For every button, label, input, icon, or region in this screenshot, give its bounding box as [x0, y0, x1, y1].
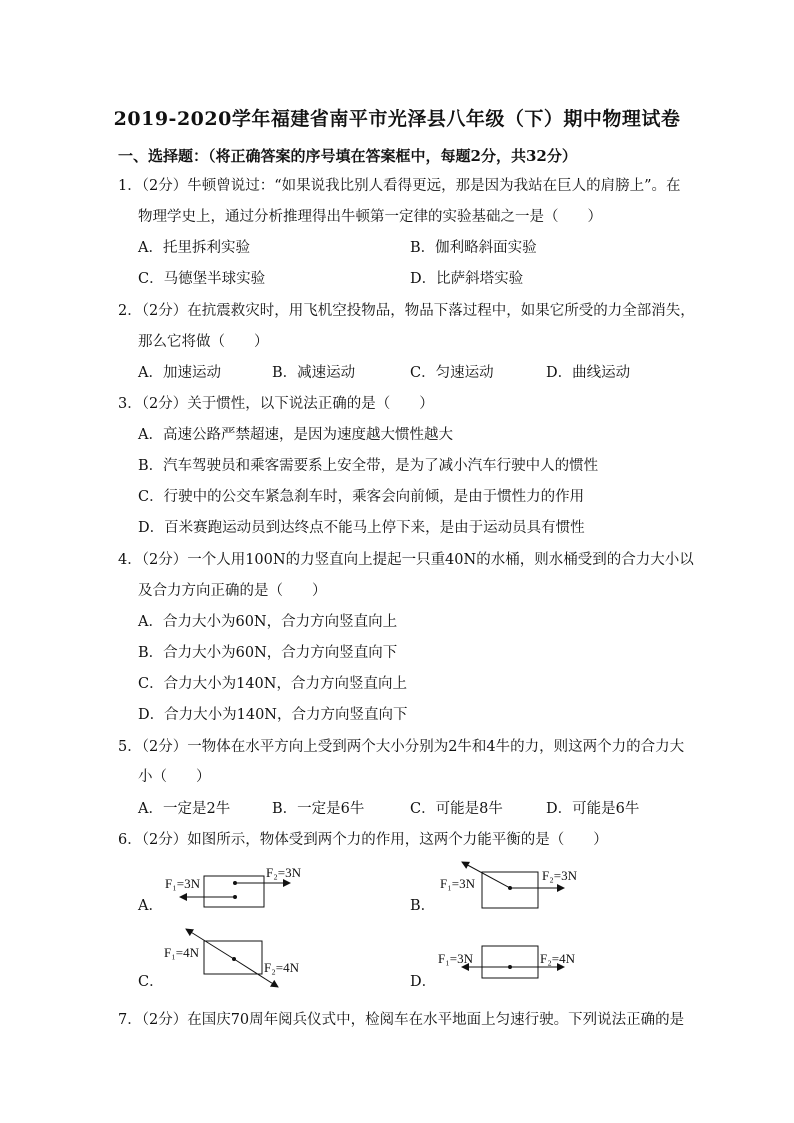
question-5-line-2: 小（ ） — [138, 769, 211, 785]
force-diagram-b — [436, 856, 596, 920]
question-4-line-2: 及合力方向正确的是（ ） — [138, 583, 327, 599]
question-1-line-1: 1．（2分）牛顿曾说过：“如果说我比别人看得更远，那是因为我站在巨人的肩膀上”。在 — [118, 178, 681, 194]
question-5-option-b: B．一定是6牛 — [272, 801, 365, 817]
question-1-option-a: A．托里拆利实验 — [138, 240, 250, 256]
force-point — [508, 965, 512, 969]
question-6-option-c-label: C． — [138, 974, 164, 990]
question-1-option-c: C．马德堡半球实验 — [138, 271, 266, 287]
force-point — [233, 895, 237, 899]
f2-label: F₂=4N — [264, 960, 299, 975]
force-diagram-d — [436, 938, 596, 992]
question-4-option-a: A．合力大小为60N，合力方向竖直向上 — [138, 614, 398, 630]
f1-label: F₁=3N — [438, 951, 473, 966]
f1-label: F₁=4N — [164, 945, 199, 960]
question-5-option-c: C．可能是8牛 — [410, 801, 503, 817]
question-3-option-d: D．百米赛跑运动员到达终点不能马上停下来，是由于运动员具有惯性 — [138, 520, 585, 536]
force-point — [232, 957, 236, 961]
question-2-option-a: A．加速运动 — [138, 365, 221, 381]
question-3-option-b: B．汽车驾驶员和乘客需要系上安全带，是为了减小汽车行驶中人的惯性 — [138, 458, 599, 474]
question-4-option-d: D．合力大小为140N，合力方向竖直向下 — [138, 707, 408, 723]
question-6-line-1: 6．（2分）如图所示，物体受到两个力的作用，这两个力能平衡的是（ ） — [118, 832, 608, 848]
question-2-option-c: C．匀速运动 — [410, 365, 494, 381]
f2-label: F₂=3N — [266, 865, 301, 880]
f2-label: F₂=3N — [542, 868, 577, 883]
question-3-option-c: C．行驶中的公交车紧急刹车时，乘客会向前倾，是由于惯性力的作用 — [138, 489, 585, 505]
question-4-line-1: 4．（2分）一个人用100N的力竖直向上提起一只重40N的水桶，则水桶受到的合力大小以 — [118, 552, 694, 568]
question-4-option-b: B．合力大小为60N，合力方向竖直向下 — [138, 645, 398, 661]
f1-label: F₁=3N — [165, 876, 200, 891]
question-7-line-1: 7．（2分）在国庆70周年阅兵仪式中，检阅车在水平地面上匀速行驶。下列说法正确的是 — [118, 1012, 685, 1028]
question-2-option-b: B．减速运动 — [272, 365, 356, 381]
question-6-option-a-label: A． — [138, 898, 163, 914]
question-2-line-2: 那么它将做（ ） — [138, 334, 269, 350]
force-diagram-a — [160, 860, 320, 919]
question-5-option-d: D．可能是6牛 — [546, 801, 640, 817]
question-5-option-a: A．一定是2牛 — [138, 801, 231, 817]
f1-label: F₁=3N — [440, 876, 475, 891]
question-1-line-2: 物理学史上，通过分析推理得出牛顿第一定律的实验基础之一是（ ） — [138, 209, 602, 225]
question-3-line-1: 3．（2分）关于惯性，以下说法正确的是（ ） — [118, 396, 434, 412]
question-6-option-d-label: D． — [410, 974, 437, 990]
page-title: 2019-2020学年福建省南平市光泽县八年级（下）期中物理试卷 — [113, 108, 681, 130]
question-2-line-1: 2．（2分）在抗震救灾时，用飞机空投物品，物品下落过程中，如果它所受的力全部消失， — [118, 303, 695, 319]
force-diagram-c — [160, 926, 320, 996]
question-1-option-b: B．伽利略斜面实验 — [410, 240, 537, 256]
question-5-line-1: 5．（2分）一物体在水平方向上受到两个大小分别为2牛和4牛的力，则这两个力的合力大 — [118, 739, 685, 755]
question-4-option-c: C．合力大小为140N，合力方向竖直向上 — [138, 676, 407, 692]
question-1-option-d: D．比萨斜塔实验 — [410, 271, 524, 287]
block-rect — [204, 876, 264, 907]
force-point — [508, 886, 512, 890]
question-3-option-a: A．高速公路严禁超速，是因为速度越大惯性越大 — [138, 427, 453, 443]
question-6-option-b-label: B． — [410, 898, 436, 914]
section-heading: 一、选择题：（将正确答案的序号填在答案框中，每题2分，共32分） — [118, 147, 577, 165]
block-rect — [482, 946, 538, 978]
force-point — [233, 881, 237, 885]
f2-label: F₂=4N — [540, 951, 575, 966]
question-2-option-d: D．曲线运动 — [546, 365, 631, 381]
